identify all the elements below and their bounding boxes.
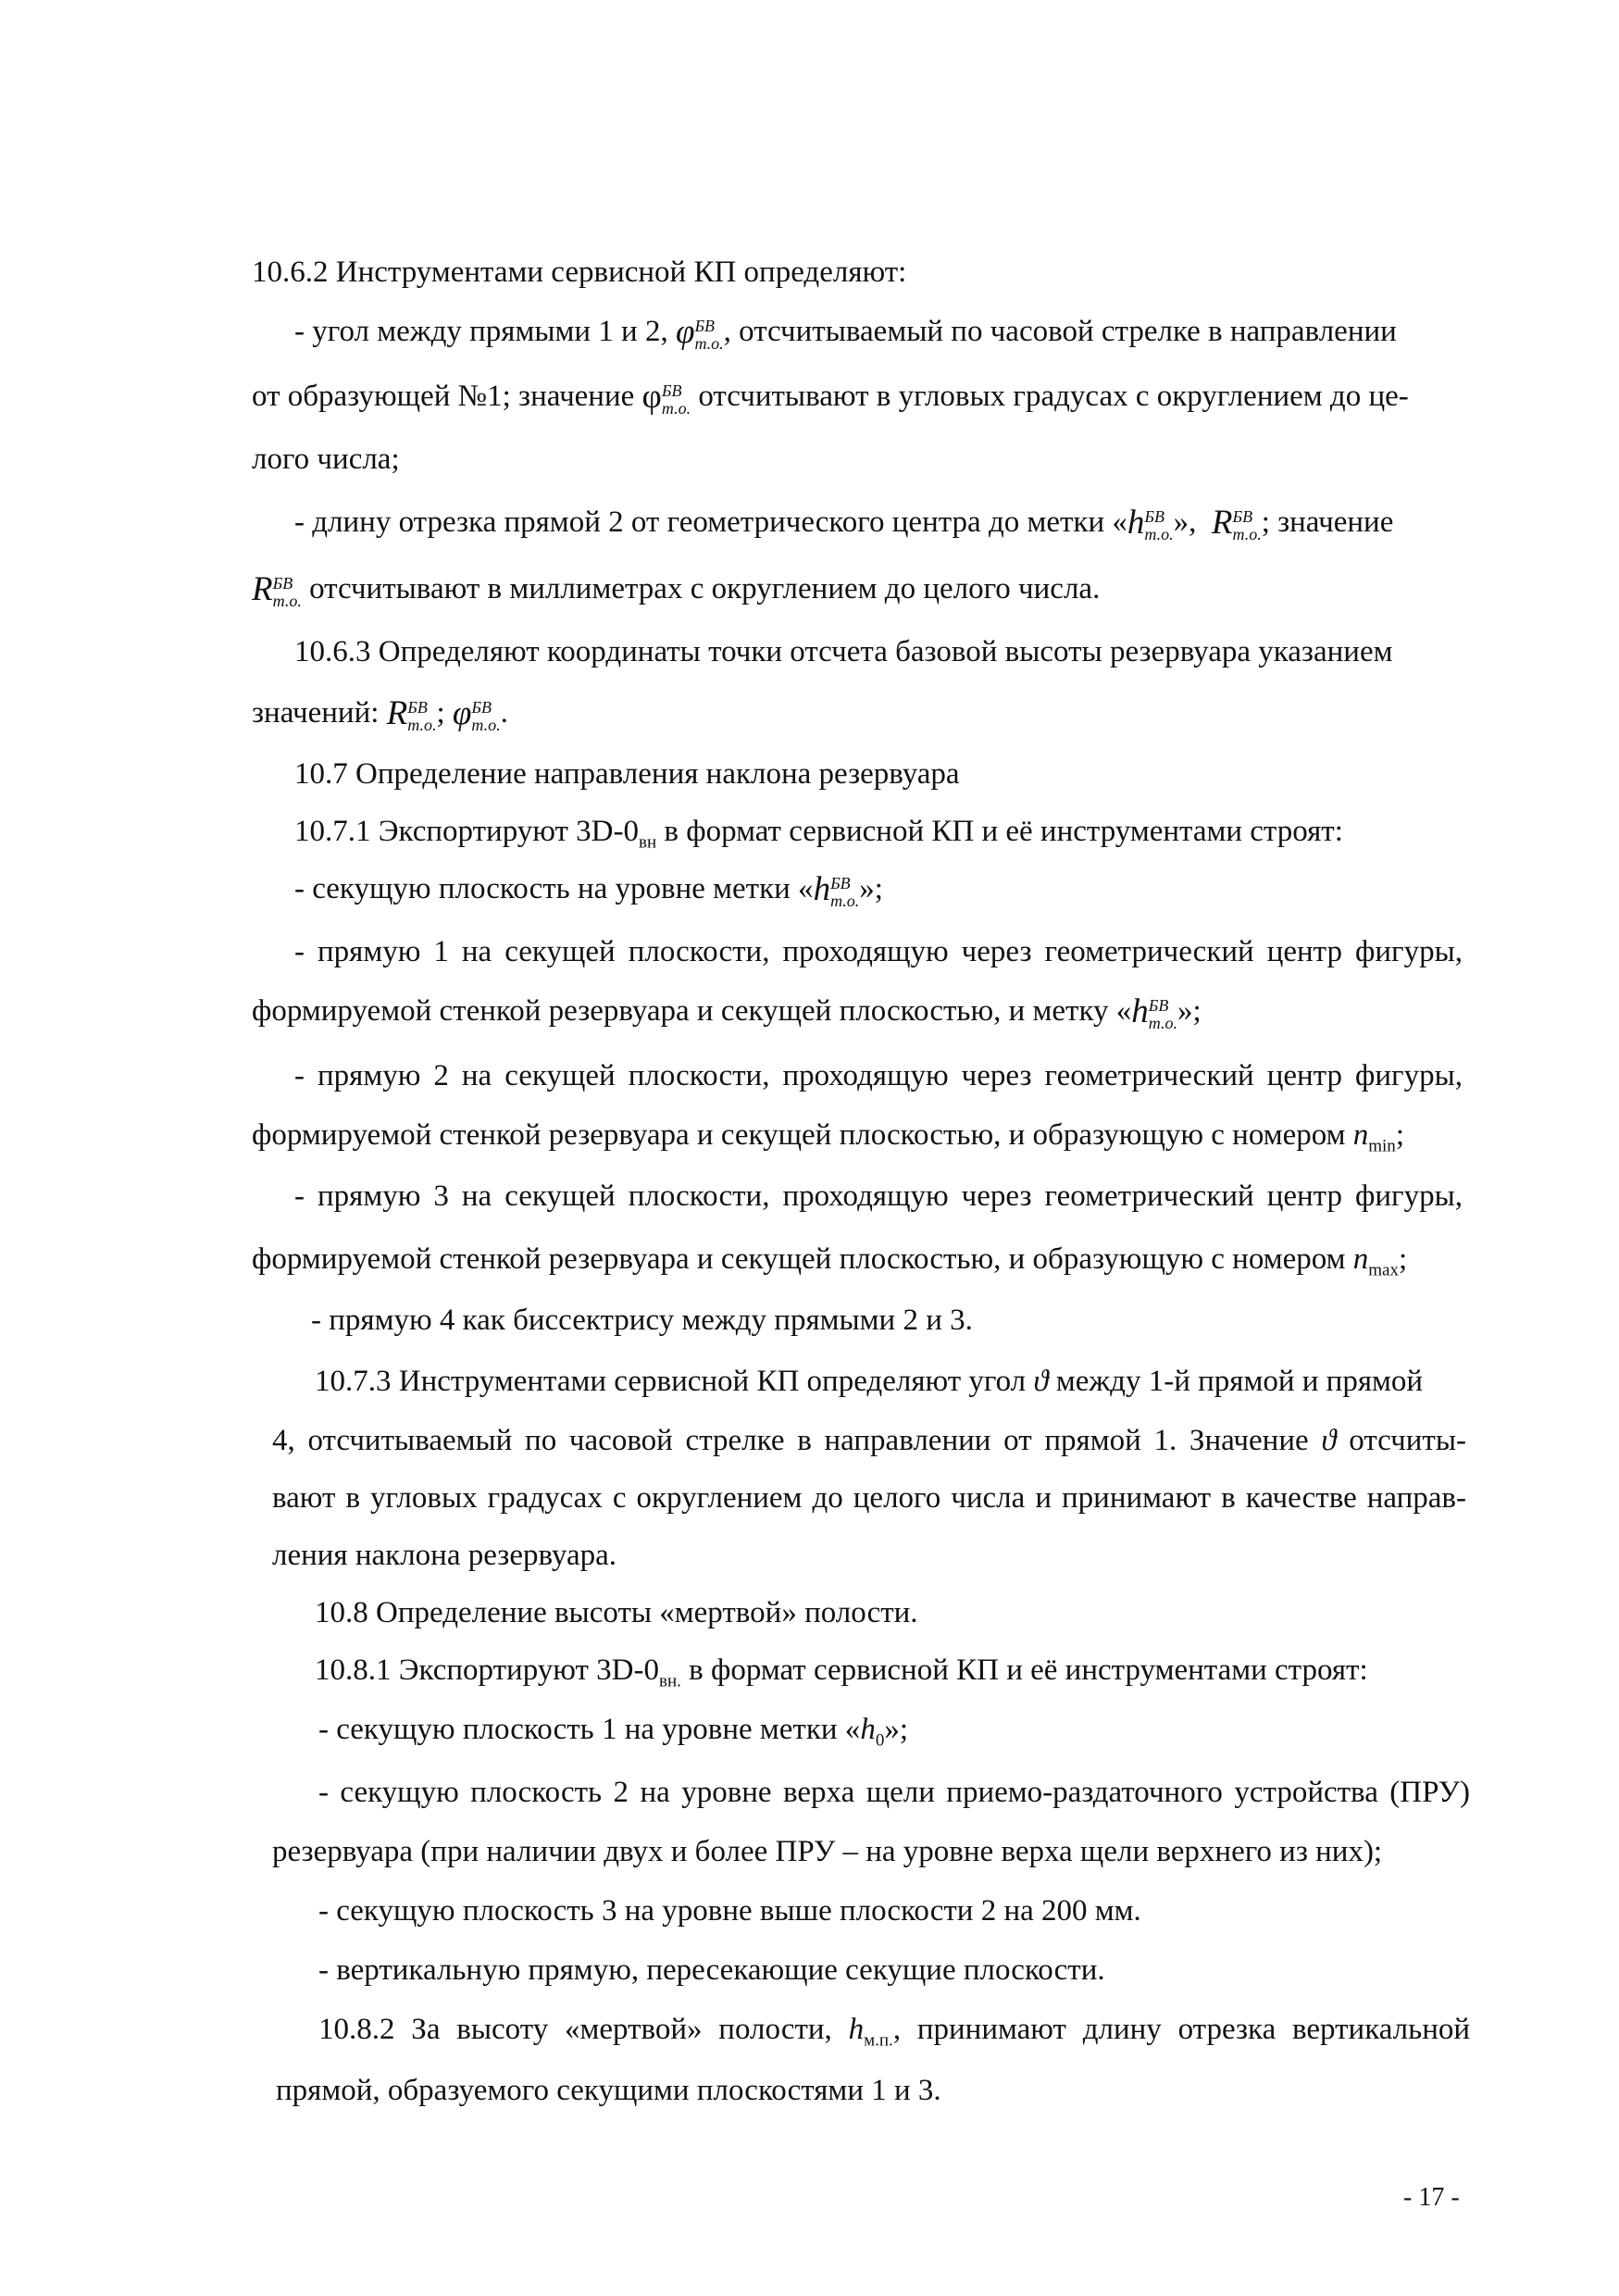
- paragraph-10-7-3-line-3: [272, 1474, 1466, 1522]
- text: ;: [436, 696, 445, 730]
- text: отсчитывают в миллиметрах с округлением до целого числа.: [309, 572, 1101, 605]
- text: 10.8.1 Экспортируют 3D-0: [315, 1653, 659, 1687]
- text: формируемой стенкой резервуара и секущей плоскостью, и образующую с номером: [252, 1118, 1346, 1152]
- paragraph-10-8-1: [315, 1646, 1368, 1694]
- text: между 1-й прямой и прямой: [1055, 1365, 1424, 1398]
- subscript: м.п.: [864, 2030, 893, 2051]
- text: ления наклона резервуара.: [272, 1539, 617, 1572]
- text: »;: [859, 872, 883, 905]
- paragraph-10-7-3: [315, 1357, 1423, 1405]
- list-item-line-1-cont: [252, 987, 1202, 1035]
- text: от образующей №1; значение: [252, 380, 635, 413]
- text: 10.7.1 Экспортируют 3D-0: [294, 815, 639, 848]
- text: резервуара (при наличии двух и более ПРУ – на уровне верха щели верхнего из них);: [272, 1835, 1383, 1868]
- text: прямой, образуемого секущими плоскостями 1 и 3.: [276, 2074, 941, 2107]
- paragraph-10-6-3: [294, 628, 1392, 676]
- theta-symbol: ϑ: [1321, 1424, 1337, 1457]
- paragraph-angle-cont: [252, 372, 1409, 420]
- list-item-plane-2: [318, 1768, 1470, 1816]
- paragraph-angle-end: [252, 435, 400, 483]
- text: - прямую 3 на секущей плоскости, проходящую через геометрический центр фигуры,: [294, 1179, 1463, 1213]
- text: »,: [1173, 505, 1197, 539]
- text: 4, отсчитываемый по часовой стрелке в направлении от прямой 1. Значение: [272, 1424, 1309, 1457]
- text: 10.7 Определение направления наклона резервуара: [294, 757, 960, 791]
- h-symbol: hБВ т.о.: [1127, 503, 1174, 544]
- subscript: min: [1368, 1136, 1396, 1156]
- text: вают в угловых градусах с округлением до целого числа и принимают в качестве направ-: [272, 1481, 1466, 1515]
- text: - угол между прямыми 1 и 2,: [294, 315, 668, 348]
- subscript: max: [1368, 1260, 1399, 1280]
- paragraph-angle-item: [294, 307, 1397, 356]
- r-symbol: RБВ т.о.: [252, 569, 302, 611]
- text: 10.8.2 За высоту «мертвой» полости,: [318, 2013, 832, 2046]
- list-item-line-1: [294, 928, 1463, 976]
- theta-symbol: ϑ: [1033, 1365, 1049, 1398]
- text: - секущую плоскость 2 на уровне верха щели приемо-раздаточного устройства (ПРУ): [318, 1776, 1470, 1809]
- list-item-plane-2-cont: [272, 1828, 1382, 1876]
- text: - прямую 2 на секущей плоскости, проходящую через геометрический центр фигуры,: [294, 1059, 1463, 1092]
- subscript: 0: [875, 1730, 885, 1751]
- paragraph-10-8-2: [318, 2005, 1470, 2053]
- paragraph-10-6-3-cont: [252, 689, 508, 737]
- text: ; значение: [1261, 505, 1394, 539]
- text: в формат сервисной КП и её инструментами строят:: [656, 815, 1343, 848]
- text: формируемой стенкой резервуара и секущей плоскостью, и образующую с номером: [252, 1242, 1346, 1276]
- heading-10-7: [294, 750, 960, 798]
- text: 10.6.3 Определяют координаты точки отсчета базовой высоты резервуара указанием: [294, 635, 1393, 668]
- text: - секущую плоскость 3 на уровне выше плоскости 2 на 200 мм.: [318, 1894, 1141, 1928]
- paragraph-length-item: [294, 498, 1393, 546]
- text: ;: [1398, 1242, 1408, 1276]
- text: 10.8 Определение высоты «мертвой» полости.: [315, 1596, 918, 1629]
- list-item-vertical-line: [318, 1946, 1105, 1994]
- paragraph-length-cont: [252, 565, 1100, 613]
- list-item-line-4: [311, 1296, 973, 1344]
- paragraph-10-7-1: [294, 807, 1343, 855]
- text: - прямую 4 как биссектрису между прямыми 2 и 3.: [311, 1304, 973, 1337]
- paragraph-10-7-3-line-4: [272, 1531, 616, 1579]
- paragraph-10-7-3-line-2: [272, 1416, 1466, 1465]
- list-item-line-2: [294, 1052, 1463, 1100]
- subscript: вн: [638, 832, 657, 853]
- n-symbol: n: [1352, 1242, 1369, 1276]
- text: формируемой стенкой резервуара и секущей плоскостью, и метку «: [252, 994, 1132, 1028]
- text: , отсчитываемый по часовой стрелке в направлении: [723, 315, 1397, 348]
- list-item-plane-1: [318, 1705, 908, 1753]
- text: - вертикальную прямую, пересекающие секущие плоскости.: [318, 1953, 1105, 1987]
- subscript: вн.: [658, 1671, 681, 1691]
- paragraph-10-8-2-cont: [276, 2066, 941, 2115]
- h-symbol: h: [848, 2013, 865, 2046]
- text: - секущую плоскость 1 на уровне метки «: [318, 1713, 861, 1746]
- phi-symbol: φБВ т.о.: [641, 377, 691, 418]
- text: отсчитывают в угловых градусах с округлением до це-: [698, 380, 1409, 413]
- text: - длину отрезка прямой 2 от геометрического центра до метки «: [294, 505, 1127, 539]
- list-item-line-3: [294, 1172, 1463, 1220]
- list-item-line-2-cont: [252, 1111, 1404, 1159]
- r-symbol: RБВ т.о.: [386, 693, 437, 735]
- page-number: - 17 -: [1403, 2183, 1460, 2212]
- n-symbol: n: [1352, 1118, 1369, 1152]
- text: значений:: [252, 696, 380, 730]
- text: ;: [1395, 1118, 1404, 1152]
- text: .: [500, 696, 508, 730]
- r-symbol: RБВ т.о.: [1211, 503, 1262, 544]
- text: , принимают длину отрезка вертикальной: [892, 2013, 1471, 2046]
- phi-symbol: φБВ т.о.: [675, 312, 724, 354]
- list-item-plane: [294, 865, 883, 913]
- text: 10.7.3 Инструментами сервисной КП определяют угол: [315, 1365, 1027, 1398]
- h-symbol: h: [860, 1713, 876, 1746]
- phi-symbol: φБВ т.о.: [452, 693, 501, 735]
- text: »;: [1177, 994, 1202, 1028]
- text: лого числа;: [252, 443, 400, 476]
- heading-10-8: [315, 1589, 918, 1637]
- text: »;: [884, 1713, 908, 1746]
- text: отсчиты-: [1349, 1424, 1466, 1457]
- list-item-plane-3: [318, 1887, 1141, 1935]
- h-symbol: hБВ т.о.: [813, 869, 860, 911]
- text: - прямую 1 на секущей плоскости, проходящую через геометрический центр фигуры,: [294, 935, 1463, 968]
- h-symbol: hБВ т.о.: [1131, 992, 1178, 1033]
- paragraph-10-6-2: [252, 248, 906, 296]
- text: в формат сервисной КП и её инструментами строят:: [680, 1653, 1368, 1687]
- text: 10.6.2 Инструментами сервисной КП определяют:: [252, 256, 907, 289]
- list-item-line-3-cont: [252, 1235, 1407, 1283]
- text: - секущую плоскость на уровне метки «: [294, 872, 814, 905]
